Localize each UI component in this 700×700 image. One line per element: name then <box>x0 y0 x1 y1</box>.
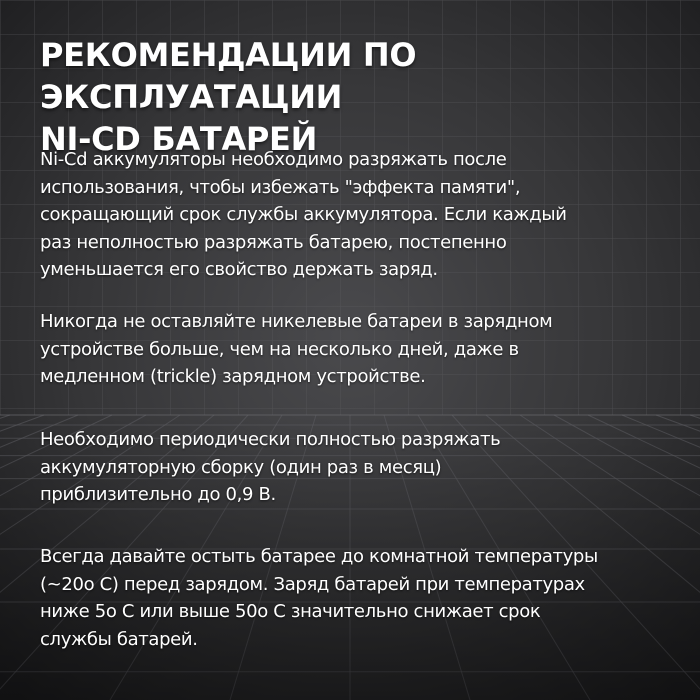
paragraph-charger-warning: Никогда не оставляйте никелевые батареи в зарядном устройстве больше, чем на несколько дней, даже в медленном (trickle) зарядном устройстве. <box>40 311 553 387</box>
page-title: РЕКОМЕНДАЦИИ ПО ЭКСПЛУАТАЦИИ NI-CD БАТАРЕЙ <box>40 36 417 158</box>
paragraph-memory-effect: Ni-Cd аккумуляторы необходимо разряжать после использования, чтобы избежать "эффекта памяти", сокращающий срок службы аккумулятора. Если каждый раз неполностью разряжать батарею, постепенно уменьшается его свойство держать заряд. <box>40 149 567 280</box>
paragraph-periodic-discharge: Необходимо периодически полностью разряжать аккумуляторную сборку (один раз в месяц) приблизительно до 0,9 В. <box>40 429 501 505</box>
paragraph-temperature: Всегда давайте остыть батарее до комнатной температуры (~20o C) перед зарядом. Заряд батарей при температурах ниже 5o C или выше 50o C значительно снижает срок службы батарей. <box>40 546 598 650</box>
